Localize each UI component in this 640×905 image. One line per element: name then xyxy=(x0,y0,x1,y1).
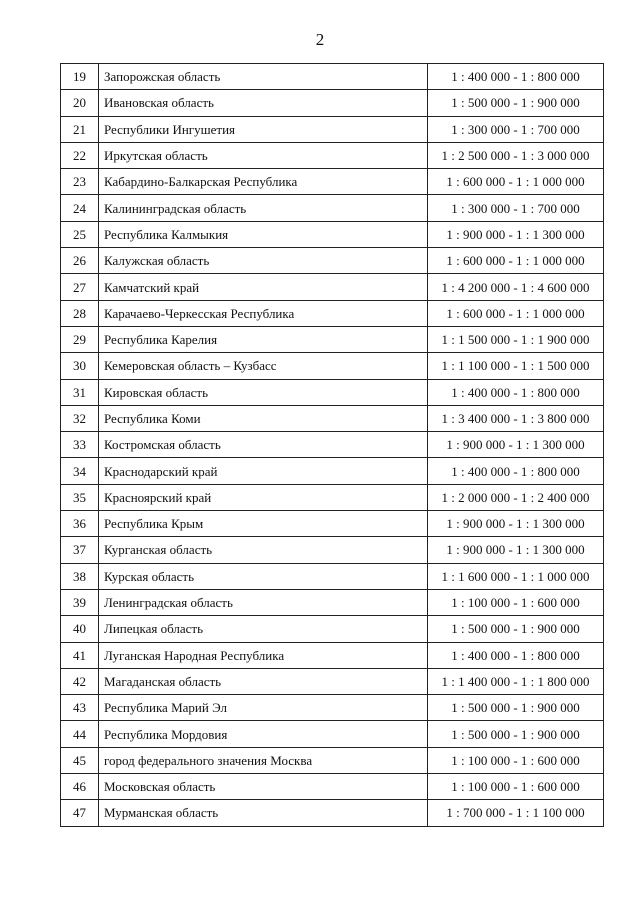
region-name: Кабардино-Балкарская Республика xyxy=(99,169,428,195)
scale-range: 1 : 100 000 - 1 : 600 000 xyxy=(428,774,604,800)
table-row xyxy=(61,511,604,537)
scale-range: 1 : 900 000 - 1 : 1 300 000 xyxy=(428,537,604,563)
scale-range: 1 : 500 000 - 1 : 900 000 xyxy=(428,695,604,721)
table-row xyxy=(61,195,604,221)
table-row xyxy=(61,353,604,379)
table-row xyxy=(61,537,604,563)
row-number: 36 xyxy=(61,511,99,537)
scale-range: 1 : 1 500 000 - 1 : 1 900 000 xyxy=(428,326,604,352)
row-number: 28 xyxy=(61,300,99,326)
scale-range: 1 : 600 000 - 1 : 1 000 000 xyxy=(428,169,604,195)
region-name: Магаданская область xyxy=(99,668,428,694)
scale-range: 1 : 400 000 - 1 : 800 000 xyxy=(428,642,604,668)
table-row xyxy=(61,589,604,615)
region-name: Запорожская область xyxy=(99,64,428,90)
row-number: 27 xyxy=(61,274,99,300)
scale-range: 1 : 900 000 - 1 : 1 300 000 xyxy=(428,432,604,458)
row-number: 47 xyxy=(61,800,99,826)
row-number: 32 xyxy=(61,405,99,431)
region-name: Республика Калмыкия xyxy=(99,221,428,247)
table-row xyxy=(61,563,604,589)
row-number: 44 xyxy=(61,721,99,747)
row-number: 35 xyxy=(61,484,99,510)
scale-range: 1 : 600 000 - 1 : 1 000 000 xyxy=(428,248,604,274)
table-row xyxy=(61,248,604,274)
scale-range: 1 : 400 000 - 1 : 800 000 xyxy=(428,64,604,90)
row-number: 20 xyxy=(61,90,99,116)
row-number: 25 xyxy=(61,221,99,247)
region-name: Липецкая область xyxy=(99,616,428,642)
row-number: 42 xyxy=(61,668,99,694)
scale-range: 1 : 500 000 - 1 : 900 000 xyxy=(428,721,604,747)
scale-range: 1 : 400 000 - 1 : 800 000 xyxy=(428,379,604,405)
row-number: 22 xyxy=(61,142,99,168)
region-name: Калининградская область xyxy=(99,195,428,221)
scale-range: 1 : 1 100 000 - 1 : 1 500 000 xyxy=(428,353,604,379)
region-name: Камчатский край xyxy=(99,274,428,300)
scale-range: 1 : 500 000 - 1 : 900 000 xyxy=(428,90,604,116)
table-row xyxy=(61,695,604,721)
table-row xyxy=(61,116,604,142)
table-row xyxy=(61,721,604,747)
scale-range: 1 : 700 000 - 1 : 1 100 000 xyxy=(428,800,604,826)
region-name: Курганская область xyxy=(99,537,428,563)
scale-range: 1 : 2 500 000 - 1 : 3 000 000 xyxy=(428,142,604,168)
row-number: 40 xyxy=(61,616,99,642)
row-number: 37 xyxy=(61,537,99,563)
row-number: 43 xyxy=(61,695,99,721)
row-number: 19 xyxy=(61,64,99,90)
region-name: Республика Коми xyxy=(99,405,428,431)
region-name: Республика Крым xyxy=(99,511,428,537)
region-name: Красноярский край xyxy=(99,484,428,510)
row-number: 41 xyxy=(61,642,99,668)
region-name: Мурманская область xyxy=(99,800,428,826)
table-row xyxy=(61,274,604,300)
region-name: Республики Ингушетия xyxy=(99,116,428,142)
row-number: 45 xyxy=(61,747,99,773)
row-number: 23 xyxy=(61,169,99,195)
row-number: 24 xyxy=(61,195,99,221)
table-body xyxy=(61,64,604,827)
scale-range: 1 : 600 000 - 1 : 1 000 000 xyxy=(428,300,604,326)
scale-range: 1 : 300 000 - 1 : 700 000 xyxy=(428,116,604,142)
region-name: Калужская область xyxy=(99,248,428,274)
row-number: 46 xyxy=(61,774,99,800)
table-row xyxy=(61,300,604,326)
table-row xyxy=(61,800,604,826)
table-row xyxy=(61,405,604,431)
regions-scale-table xyxy=(60,63,604,827)
scale-range: 1 : 1 600 000 - 1 : 1 000 000 xyxy=(428,563,604,589)
table-row xyxy=(61,64,604,90)
row-number: 34 xyxy=(61,458,99,484)
region-name: Луганская Народная Республика xyxy=(99,642,428,668)
region-name: Республика Мордовия xyxy=(99,721,428,747)
table-row xyxy=(61,90,604,116)
table-row xyxy=(61,484,604,510)
region-name: Кемеровская область – Кузбасс xyxy=(99,353,428,379)
scale-range: 1 : 900 000 - 1 : 1 300 000 xyxy=(428,511,604,537)
scale-range: 1 : 100 000 - 1 : 600 000 xyxy=(428,589,604,615)
scale-range: 1 : 2 000 000 - 1 : 2 400 000 xyxy=(428,484,604,510)
scale-range: 1 : 300 000 - 1 : 700 000 xyxy=(428,195,604,221)
table-row xyxy=(61,142,604,168)
row-number: 26 xyxy=(61,248,99,274)
region-name: Краснодарский край xyxy=(99,458,428,484)
table-row xyxy=(61,169,604,195)
region-name: Ленинградская область xyxy=(99,589,428,615)
row-number: 30 xyxy=(61,353,99,379)
region-name: Ивановская область xyxy=(99,90,428,116)
row-number: 31 xyxy=(61,379,99,405)
row-number: 33 xyxy=(61,432,99,458)
scale-range: 1 : 1 400 000 - 1 : 1 800 000 xyxy=(428,668,604,694)
region-name: Республика Марий Эл xyxy=(99,695,428,721)
table-row xyxy=(61,642,604,668)
scale-range: 1 : 100 000 - 1 : 600 000 xyxy=(428,747,604,773)
table-row xyxy=(61,616,604,642)
table-row xyxy=(61,774,604,800)
row-number: 29 xyxy=(61,326,99,352)
row-number: 39 xyxy=(61,589,99,615)
table-row xyxy=(61,668,604,694)
scale-range: 1 : 900 000 - 1 : 1 300 000 xyxy=(428,221,604,247)
table-row xyxy=(61,326,604,352)
region-name: Карачаево-Черкесская Республика xyxy=(99,300,428,326)
table-row xyxy=(61,747,604,773)
page-number: 2 xyxy=(315,30,325,49)
table-row xyxy=(61,432,604,458)
table-row xyxy=(61,221,604,247)
region-name: город федерального значения Москва xyxy=(99,747,428,773)
region-name: Иркутская область xyxy=(99,142,428,168)
table-row xyxy=(61,379,604,405)
table-row xyxy=(61,458,604,484)
scale-range: 1 : 3 400 000 - 1 : 3 800 000 xyxy=(428,405,604,431)
region-name: Кировская область xyxy=(99,379,428,405)
row-number: 21 xyxy=(61,116,99,142)
scale-range: 1 : 500 000 - 1 : 900 000 xyxy=(428,616,604,642)
scale-range: 1 : 400 000 - 1 : 800 000 xyxy=(428,458,604,484)
row-number: 38 xyxy=(61,563,99,589)
region-name: Курская область xyxy=(99,563,428,589)
scale-range: 1 : 4 200 000 - 1 : 4 600 000 xyxy=(428,274,604,300)
region-name: Костромская область xyxy=(99,432,428,458)
region-name: Республика Карелия xyxy=(99,326,428,352)
region-name: Московская область xyxy=(99,774,428,800)
